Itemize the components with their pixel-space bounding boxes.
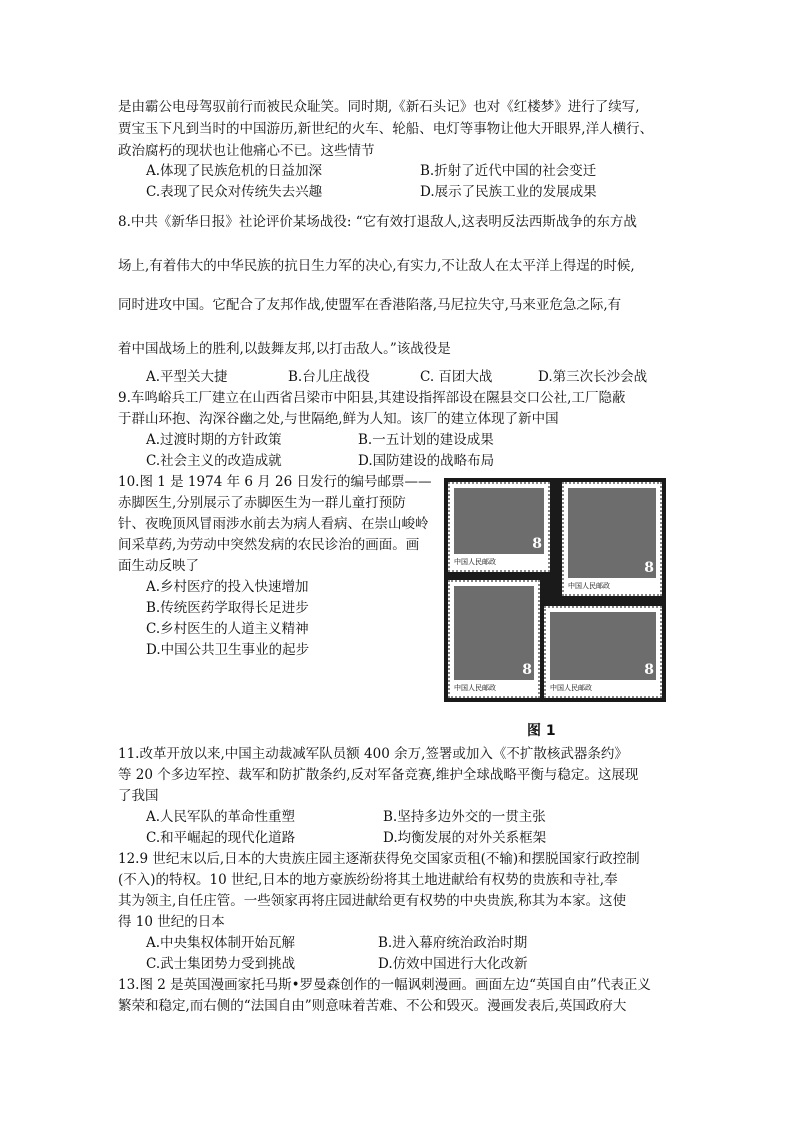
q10-text-line-1: 10.图 1 是 1974 年 6 月 26 日发行的编号邮票—— bbox=[118, 474, 432, 490]
q11-option-d: D.均衡发展的对外关系框架 bbox=[383, 830, 547, 846]
q10-text-line-4: 间采草药,为劳动中突然发病的农民诊治的画面。画 bbox=[118, 537, 420, 553]
q9-option-b: B.一五计划的建设成果 bbox=[358, 432, 494, 448]
q11-option-c: C.和平崛起的现代化道路 bbox=[146, 830, 296, 846]
q12-option-a: A.中央集权体制开始瓦解 bbox=[146, 935, 296, 951]
q10-option-b: B.传统医药学取得长足进步 bbox=[146, 600, 309, 616]
q8-option-d: D.第三次长沙会战 bbox=[538, 369, 648, 385]
stamp-value: 8 bbox=[532, 536, 542, 552]
figure-1-caption: 图 1 bbox=[527, 723, 556, 739]
q9-text-line-1: 9.车鸣峪兵工厂建立在山西省吕梁市中阳县,其建设指挥部设在隰县交口公社,工厂隐蔽 bbox=[118, 390, 626, 406]
q12-text-line-4: 得 10 世纪的日本 bbox=[118, 914, 225, 930]
q7-option-b: B.折射了近代中国的社会变迁 bbox=[420, 163, 597, 179]
q10-text-line-5: 面生动反映了 bbox=[118, 558, 199, 574]
stamp-caption: 中国人民邮政 bbox=[454, 558, 496, 566]
q10-option-a: A.乡村医疗的投入快速增加 bbox=[146, 579, 309, 595]
q8-text-line-3: 同时进攻中国。它配合了友邦作战,使盟军在香港陷落,马尼拉失守,马来亚危急之际,有 bbox=[118, 297, 622, 313]
q9-text-line-2: 于群山环抱、沟深谷幽之处,与世隔绝,鲜为人知。该厂的建立体现了新中国 bbox=[118, 411, 559, 427]
q10-text-line-3: 针、夜晚顶风冒雨涉水前去为病人看病、在崇山峻岭 bbox=[118, 516, 429, 532]
stamp-value: 8 bbox=[522, 662, 532, 678]
q7-option-d: D.展示了民族工业的发展成果 bbox=[420, 184, 597, 200]
q11-text-line-1: 11.改革开放以来,中国主动裁减军队员额 400 余万,签署或加入《不扩散核武器条约》 bbox=[118, 746, 628, 762]
q7-text-line-2: 贾宝玉下凡到当时的中国游历,新世纪的火车、轮船、电灯等事物让他大开眼界,洋人横行、 bbox=[118, 121, 654, 137]
q9-option-c: C.社会主义的改造成就 bbox=[146, 453, 282, 469]
q11-text-line-3: 了我国 bbox=[118, 788, 159, 804]
stamp-caption: 中国人民邮政 bbox=[454, 684, 496, 692]
q7-option-c: C.表现了民众对传统失去兴趣 bbox=[146, 184, 323, 200]
stamp-herb-collecting bbox=[448, 580, 540, 698]
q10-option-c: C.乡村医生的人道主义精神 bbox=[146, 621, 309, 637]
q12-text-line-2: (不入)的特权。10 世纪,日本的地方豪族纷纷将其土地进献给有权势的贵族和寺社,奉 bbox=[118, 872, 618, 888]
q12-option-c: C.武士集团势力受到挑战 bbox=[146, 956, 296, 972]
stamp-night-visit bbox=[562, 482, 662, 596]
q9-option-d: D.国防建设的战略布局 bbox=[358, 453, 495, 469]
q8-option-b: B.台儿庄战役 bbox=[288, 369, 370, 385]
q8-option-c: C. 百团大战 bbox=[420, 369, 493, 385]
q11-option-b: B.坚持多边外交的一贯主张 bbox=[383, 809, 546, 825]
q12-text-line-3: 其为领主,自任庄管。一些领家再将庄园进献给更有权势的中央贵族,称其为本家。这使 bbox=[118, 893, 627, 909]
q8-text-line-1: 8.中共《新华日报》社论评价某场战役: “它有效打退敌人,这表明反法西斯战争的东方战 bbox=[118, 214, 637, 230]
q10-text-line-2: 赤脚医生,分别展示了赤脚医生为一群儿童打预防 bbox=[118, 495, 406, 511]
q12-option-b: B.进入幕府统治政治时期 bbox=[378, 935, 528, 951]
stamp-caption: 中国人民邮政 bbox=[550, 684, 592, 692]
q12-option-d: D.仿效中国进行大化改新 bbox=[378, 956, 528, 972]
q7-text-line-3: 政治腐朽的现状也让他痛心不已。这些情节 bbox=[118, 143, 375, 159]
stamp-value: 8 bbox=[644, 560, 654, 576]
stamp-value: 8 bbox=[644, 662, 654, 678]
q13-text-line-1: 13.图 2 是英国漫画家托马斯•罗曼森创作的一幅讽刺漫画。画面左边“英国自由”代表正义 bbox=[118, 977, 651, 993]
stamp-children-vaccination bbox=[448, 482, 550, 572]
q10-option-d: D.中国公共卫生事业的起步 bbox=[146, 642, 310, 658]
stamp-farmer-treatment bbox=[544, 606, 662, 698]
q7-text-line-1: 是由霸公电母驾驭前行而被民众耻笑。同时期,《新石头记》也对《红楼梦》进行了续写, bbox=[118, 99, 640, 115]
q11-text-line-2: 等 20 个多边军控、裁军和防扩散条约,反对军备竞赛,维护全球战略平衡与稳定。这展现 bbox=[118, 767, 639, 783]
q11-option-a: A.人民军队的革命性重塑 bbox=[146, 809, 296, 825]
q13-text-line-2: 繁荣和稳定,而右侧的“法国自由”则意味着苦难、不公和毁灭。漫画发表后,英国政府大 bbox=[118, 998, 627, 1014]
q8-text-line-4: 着中国战场上的胜利,以鼓舞友邦,以打击敌人。”该战役是 bbox=[118, 341, 451, 357]
q8-option-a: A.平型关大捷 bbox=[146, 369, 228, 385]
q7-option-a: A.体现了民族危机的日益加深 bbox=[146, 163, 323, 179]
q8-text-line-2: 场上,有着伟大的中华民族的抗日生力军的决心,有实力,不让敌人在太平洋上得逞的时候, bbox=[118, 258, 635, 274]
q12-text-line-1: 12.9 世纪末以后,日本的大贵族庄园主逐渐获得免交国家贡租(不输)和摆脱国家行政控制 bbox=[118, 851, 640, 867]
stamp-caption: 中国人民邮政 bbox=[568, 582, 610, 590]
figure-1-stamps bbox=[444, 478, 666, 702]
q9-option-a: A.过渡时期的方针政策 bbox=[146, 432, 282, 448]
